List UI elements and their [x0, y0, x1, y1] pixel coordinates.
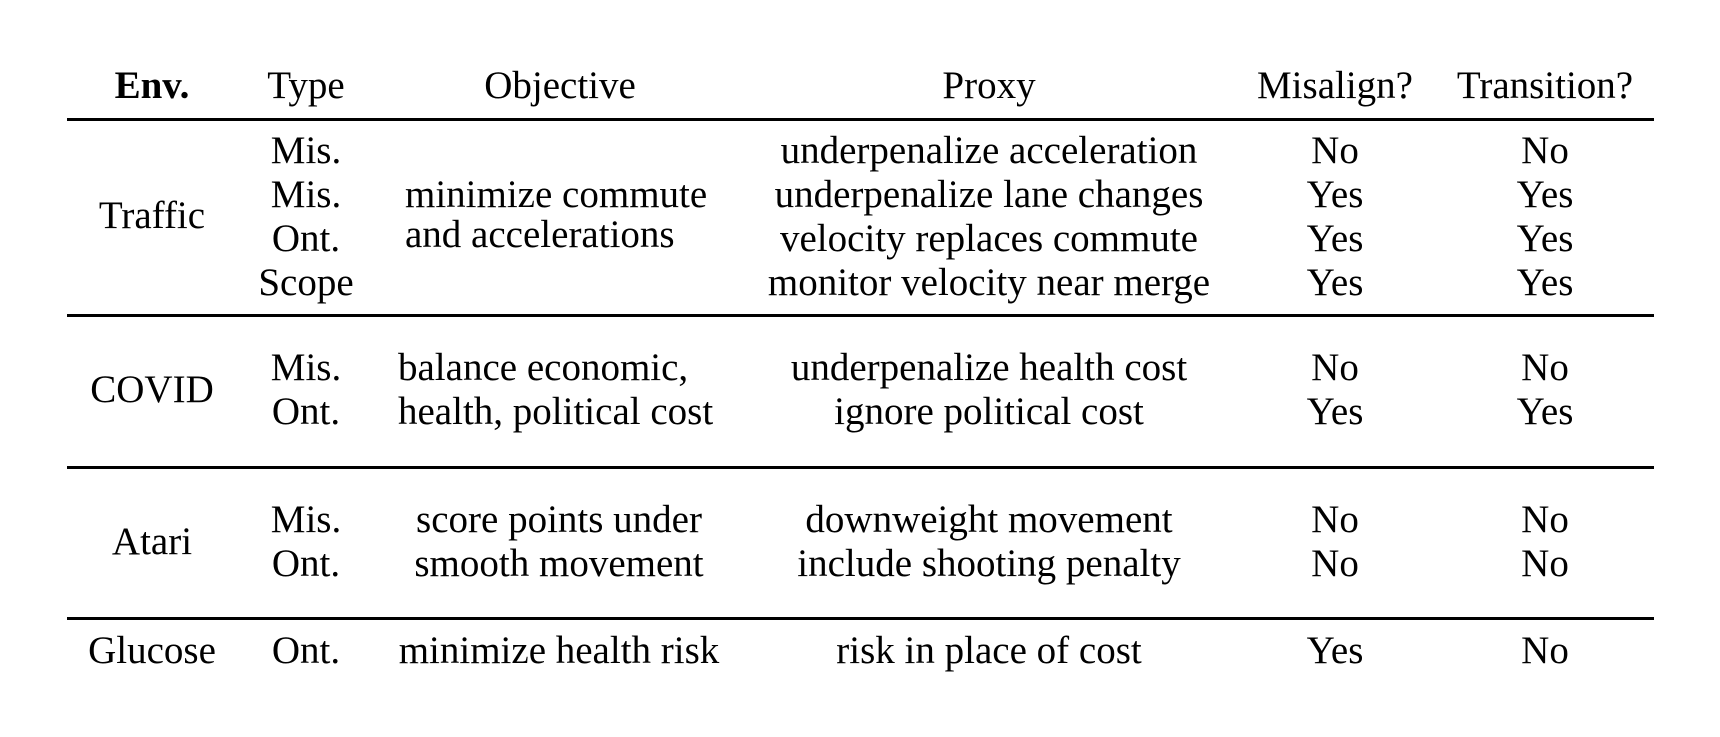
misalign-cell: Yes [1306, 261, 1364, 304]
header-type: Type [267, 64, 345, 107]
misalign-cell: No [1311, 542, 1359, 585]
transition-cell: Yes [1516, 390, 1574, 433]
type-cell: Mis. [270, 498, 342, 541]
header-misalign: Misalign? [1257, 64, 1413, 107]
env-covid: COVID [90, 368, 214, 411]
proxy-cell: ignore political cost [834, 390, 1144, 433]
misalign-cell: Yes [1306, 217, 1364, 260]
type-cell: Scope [258, 261, 354, 304]
env-traffic: Traffic [98, 194, 206, 237]
transition-cell: No [1521, 629, 1569, 672]
objective-covid-line-1: balance economic, [398, 346, 689, 389]
proxy-cell: underpenalize acceleration [780, 129, 1198, 172]
header-objective: Objective [484, 64, 636, 107]
objective-covid-line-2: health, political cost [398, 390, 714, 433]
group-divider [67, 617, 1654, 620]
type-cell: Mis. [270, 129, 342, 172]
proxy-cell: downweight movement [805, 498, 1173, 541]
header-proxy: Proxy [942, 64, 1036, 107]
misalign-cell: Yes [1306, 390, 1364, 433]
group-divider [67, 314, 1654, 317]
proxy-cell: include shooting penalty [797, 542, 1181, 585]
header-transition: Transition? [1456, 64, 1634, 107]
type-cell: Mis. [270, 346, 342, 389]
transition-cell: Yes [1516, 173, 1574, 216]
objective-glucose: minimize health risk [398, 629, 720, 672]
transition-cell: Yes [1516, 261, 1574, 304]
proxy-cell: underpenalize lane changes [774, 173, 1204, 216]
env-atari: Atari [111, 520, 193, 563]
type-cell: Ont. [271, 390, 341, 433]
objective-traffic-line-1: minimize commute [405, 173, 708, 216]
transition-cell: No [1521, 346, 1569, 389]
misalign-cell: Yes [1306, 629, 1364, 672]
objective-atari-line-1: score points under [416, 498, 702, 541]
transition-cell: No [1521, 498, 1569, 541]
misalign-cell: No [1311, 129, 1359, 172]
proxy-cell: underpenalize health cost [790, 346, 1188, 389]
transition-cell: Yes [1516, 217, 1574, 260]
transition-cell: No [1521, 542, 1569, 585]
type-cell: Ont. [271, 217, 341, 260]
proxy-cell: monitor velocity near merge [767, 261, 1211, 304]
type-cell: Ont. [271, 542, 341, 585]
misalign-cell: No [1311, 498, 1359, 541]
transition-cell: No [1521, 129, 1569, 172]
type-cell: Ont. [271, 629, 341, 672]
misalign-cell: No [1311, 346, 1359, 389]
proxy-cell: velocity replaces commute [780, 217, 1198, 260]
header-rule [67, 118, 1654, 121]
misalign-cell: Yes [1306, 173, 1364, 216]
proxy-cell: risk in place of cost [836, 629, 1142, 672]
group-divider [67, 466, 1654, 469]
objective-atari-line-2: smooth movement [414, 542, 704, 585]
header-env: Env. [114, 64, 190, 107]
type-cell: Mis. [270, 173, 342, 216]
objective-traffic-line-2: and accelerations [405, 213, 675, 256]
env-glucose: Glucose [88, 629, 216, 672]
